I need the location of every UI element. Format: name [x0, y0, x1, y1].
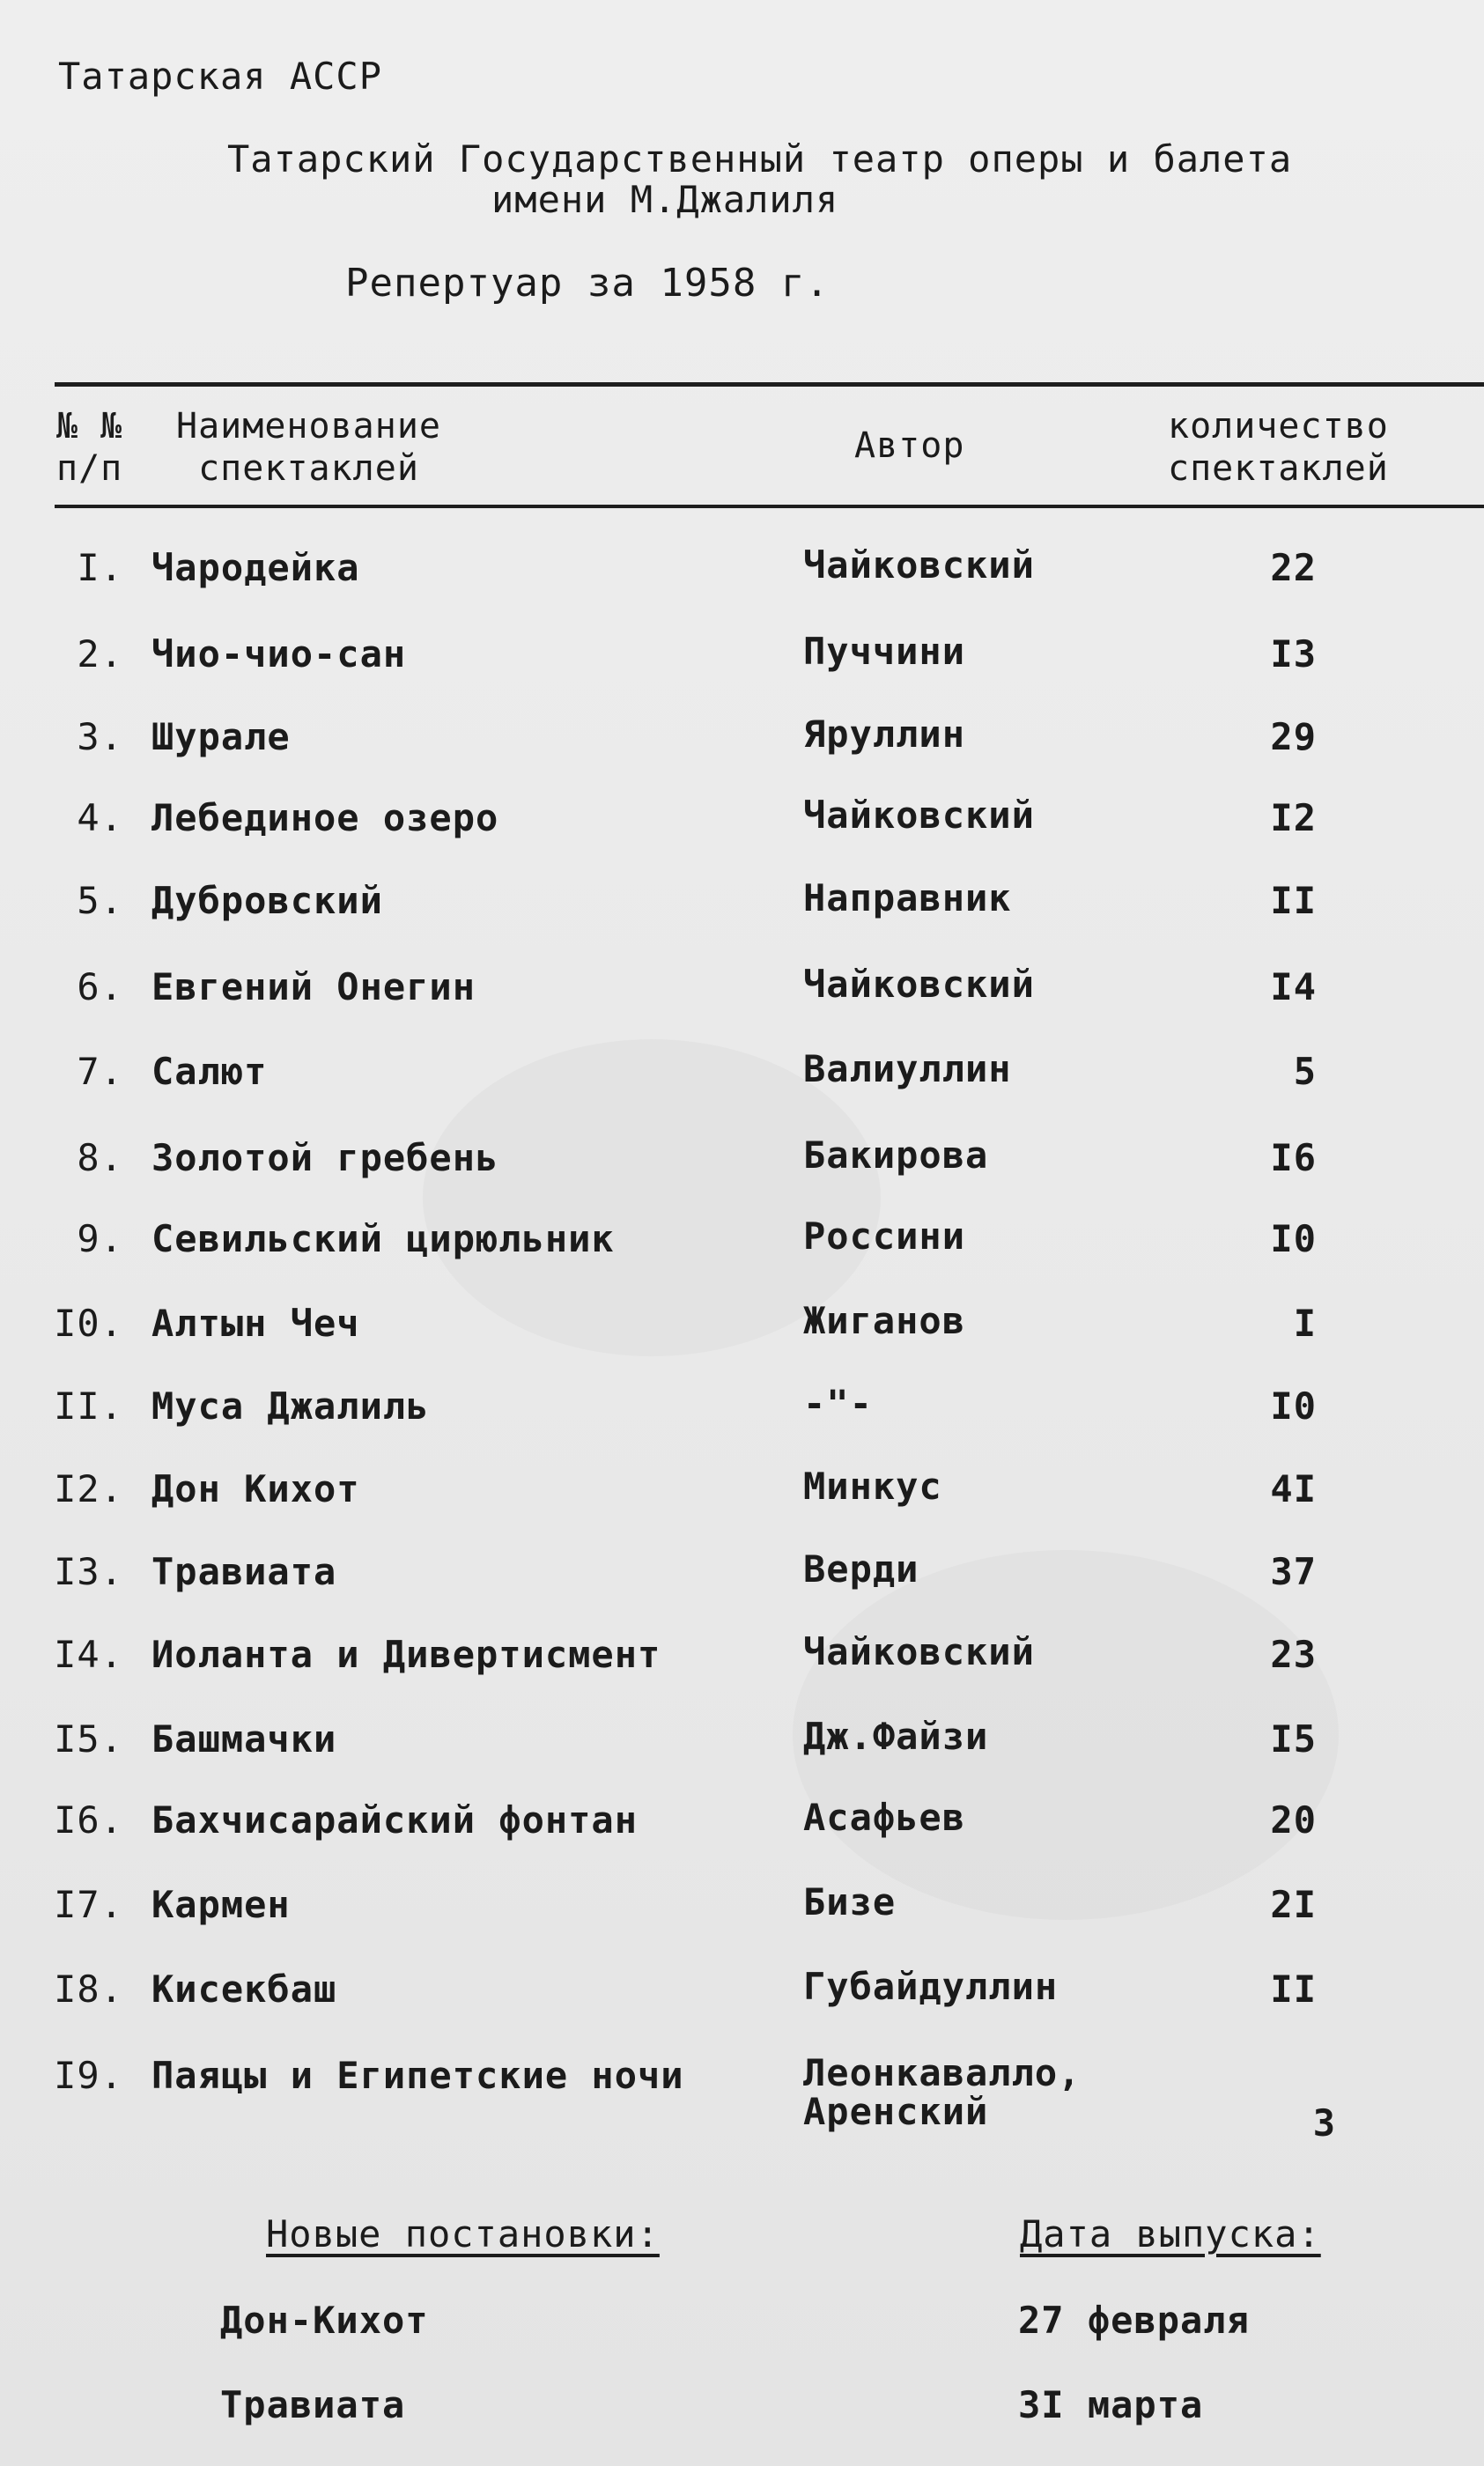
table-row [0, 543, 1484, 595]
author-name: Валиуллин [803, 1047, 1012, 1090]
table-row [0, 1717, 1484, 1767]
release-date: 3I марта [1018, 2383, 1204, 2426]
performance-title: Золотой гребень [151, 1136, 499, 1179]
column-header-name: Наименование спектаклей [176, 406, 441, 489]
author-name: Губайдуллин [803, 1965, 1059, 2008]
performance-title: Бахчисарайский фонтан [151, 1798, 639, 1842]
author-name: Яруллин [803, 712, 966, 756]
row-number: I4. [54, 1633, 123, 1676]
author-name: Бакирова [803, 1133, 989, 1177]
author-name: Чайковский [803, 1630, 1035, 1673]
row-number: 2. [77, 632, 123, 676]
performance-title: Муса Джалиль [151, 1384, 430, 1428]
author-name: Леонкавалло, Аренский [803, 2051, 1082, 2133]
author-name: -"- [803, 1382, 873, 1425]
performance-title: Чио-чио-сан [151, 632, 407, 676]
performance-count: I [1293, 1302, 1317, 1345]
author-name: Минкус [803, 1465, 942, 1508]
table-row [0, 1798, 1484, 1848]
author-name: Россини [803, 1215, 966, 1258]
performance-title: Иоланта и Дивертисмент [151, 1633, 661, 1676]
performance-count: 29 [1270, 715, 1317, 758]
performance-count: 4I [1270, 1467, 1317, 1510]
performance-title: Севильский цирюльник [151, 1217, 615, 1260]
performance-count: I4 [1270, 965, 1317, 1008]
performance-title: Башмачки [151, 1717, 337, 1761]
row-number: I3. [54, 1550, 123, 1593]
table-row [0, 1047, 1484, 1099]
column-header-count: количество спектаклей [1168, 406, 1389, 489]
new-production-row [0, 2383, 1484, 2433]
author-name: Верди [803, 1547, 919, 1591]
performance-count: I3 [1270, 632, 1317, 676]
row-number: 9. [77, 1217, 123, 1260]
row-number: I8. [54, 1968, 123, 2011]
performance-title: Евгений Онегин [151, 965, 476, 1008]
author-name: Чайковский [803, 543, 1035, 587]
performance-title: Дубровский [151, 879, 383, 922]
author-name: Бизе [803, 1880, 897, 1923]
author-name: Асафьев [803, 1796, 966, 1839]
performance-title: Шурале [151, 715, 291, 758]
table-row [0, 965, 1484, 1015]
performance-title: Алтын Чеч [151, 1302, 360, 1345]
production-name: Дон-Кихот [220, 2299, 429, 2342]
performance-count: II [1270, 879, 1317, 922]
repertoire-title: Репертуар за 1958 г. [345, 261, 830, 306]
author-name: Дж.Файзи [803, 1715, 989, 1758]
table-row [0, 1217, 1484, 1266]
performance-count: I6 [1270, 1136, 1317, 1179]
performance-count: I5 [1270, 1717, 1317, 1761]
table-row [0, 1384, 1484, 1434]
performance-count: 22 [1270, 546, 1317, 589]
performance-count: II [1270, 1968, 1317, 2011]
row-number: 3. [77, 715, 123, 758]
table-row [0, 796, 1484, 845]
row-number: I6. [54, 1798, 123, 1842]
author-name: Чайковский [803, 794, 1035, 837]
table-row [0, 1299, 1484, 1351]
release-date: 27 февраля [1018, 2299, 1250, 2342]
table-row [0, 2051, 1484, 2145]
performance-count: 2I [1270, 1883, 1317, 1926]
performance-title: Салют [151, 1050, 268, 1093]
release-date-heading: Дата выпуска: [1020, 2212, 1321, 2256]
performance-count: I0 [1270, 1384, 1317, 1428]
row-number: I9. [54, 2054, 123, 2097]
new-productions-heading: Новые постановки: [266, 2212, 660, 2256]
author-name: Направник [803, 876, 1012, 919]
performance-title: Кармен [151, 1883, 291, 1926]
table-row [0, 1547, 1484, 1599]
performance-title: Чародейка [151, 546, 360, 589]
row-number: 4. [77, 796, 123, 839]
region-label: Татарская АССР [58, 55, 383, 98]
performance-count: I2 [1270, 796, 1317, 839]
performance-count: 3 [1312, 2101, 1336, 2145]
performance-count: I0 [1270, 1217, 1317, 1260]
performance-count: 37 [1270, 1550, 1317, 1593]
table-row [0, 1965, 1484, 2017]
author-name: Пуччини [803, 630, 966, 673]
author-name: Жиганов [803, 1299, 966, 1342]
row-number: I. [77, 546, 123, 589]
performance-title: Паяцы и Египетские ночи [151, 2054, 684, 2097]
table-row [0, 632, 1484, 682]
column-header-number: № № п/п [56, 406, 123, 489]
table-row [0, 712, 1484, 764]
row-number: I5. [54, 1717, 123, 1761]
row-number: I2. [54, 1467, 123, 1510]
performance-count: 20 [1270, 1798, 1317, 1842]
row-number: 5. [77, 879, 123, 922]
column-header-author: Автор [854, 425, 965, 466]
performance-title: Дон Кихот [151, 1467, 360, 1510]
table-row [0, 876, 1484, 928]
table-row [0, 1630, 1484, 1682]
performance-title: Травиата [151, 1550, 337, 1593]
table-row [0, 1880, 1484, 1932]
performance-count: 5 [1293, 1050, 1317, 1093]
table-row [0, 1133, 1484, 1185]
theatre-name-line2: имени М.Джалиля [491, 178, 839, 221]
row-number: I7. [54, 1883, 123, 1926]
production-name: Травиата [220, 2383, 406, 2426]
table-row [0, 1467, 1484, 1517]
new-production-row [0, 2299, 1484, 2348]
row-number: 8. [77, 1136, 123, 1179]
theatre-name-line1: Татарский Государственный театр оперы и балета [227, 137, 1293, 181]
performance-count: 23 [1270, 1633, 1317, 1676]
author-name: Чайковский [803, 963, 1035, 1006]
row-number: II. [54, 1384, 123, 1428]
performance-title: Кисекбаш [151, 1968, 337, 2011]
performance-title: Лебединое озеро [151, 796, 499, 839]
row-number: 6. [77, 965, 123, 1008]
row-number: 7. [77, 1050, 123, 1093]
row-number: I0. [54, 1302, 123, 1345]
